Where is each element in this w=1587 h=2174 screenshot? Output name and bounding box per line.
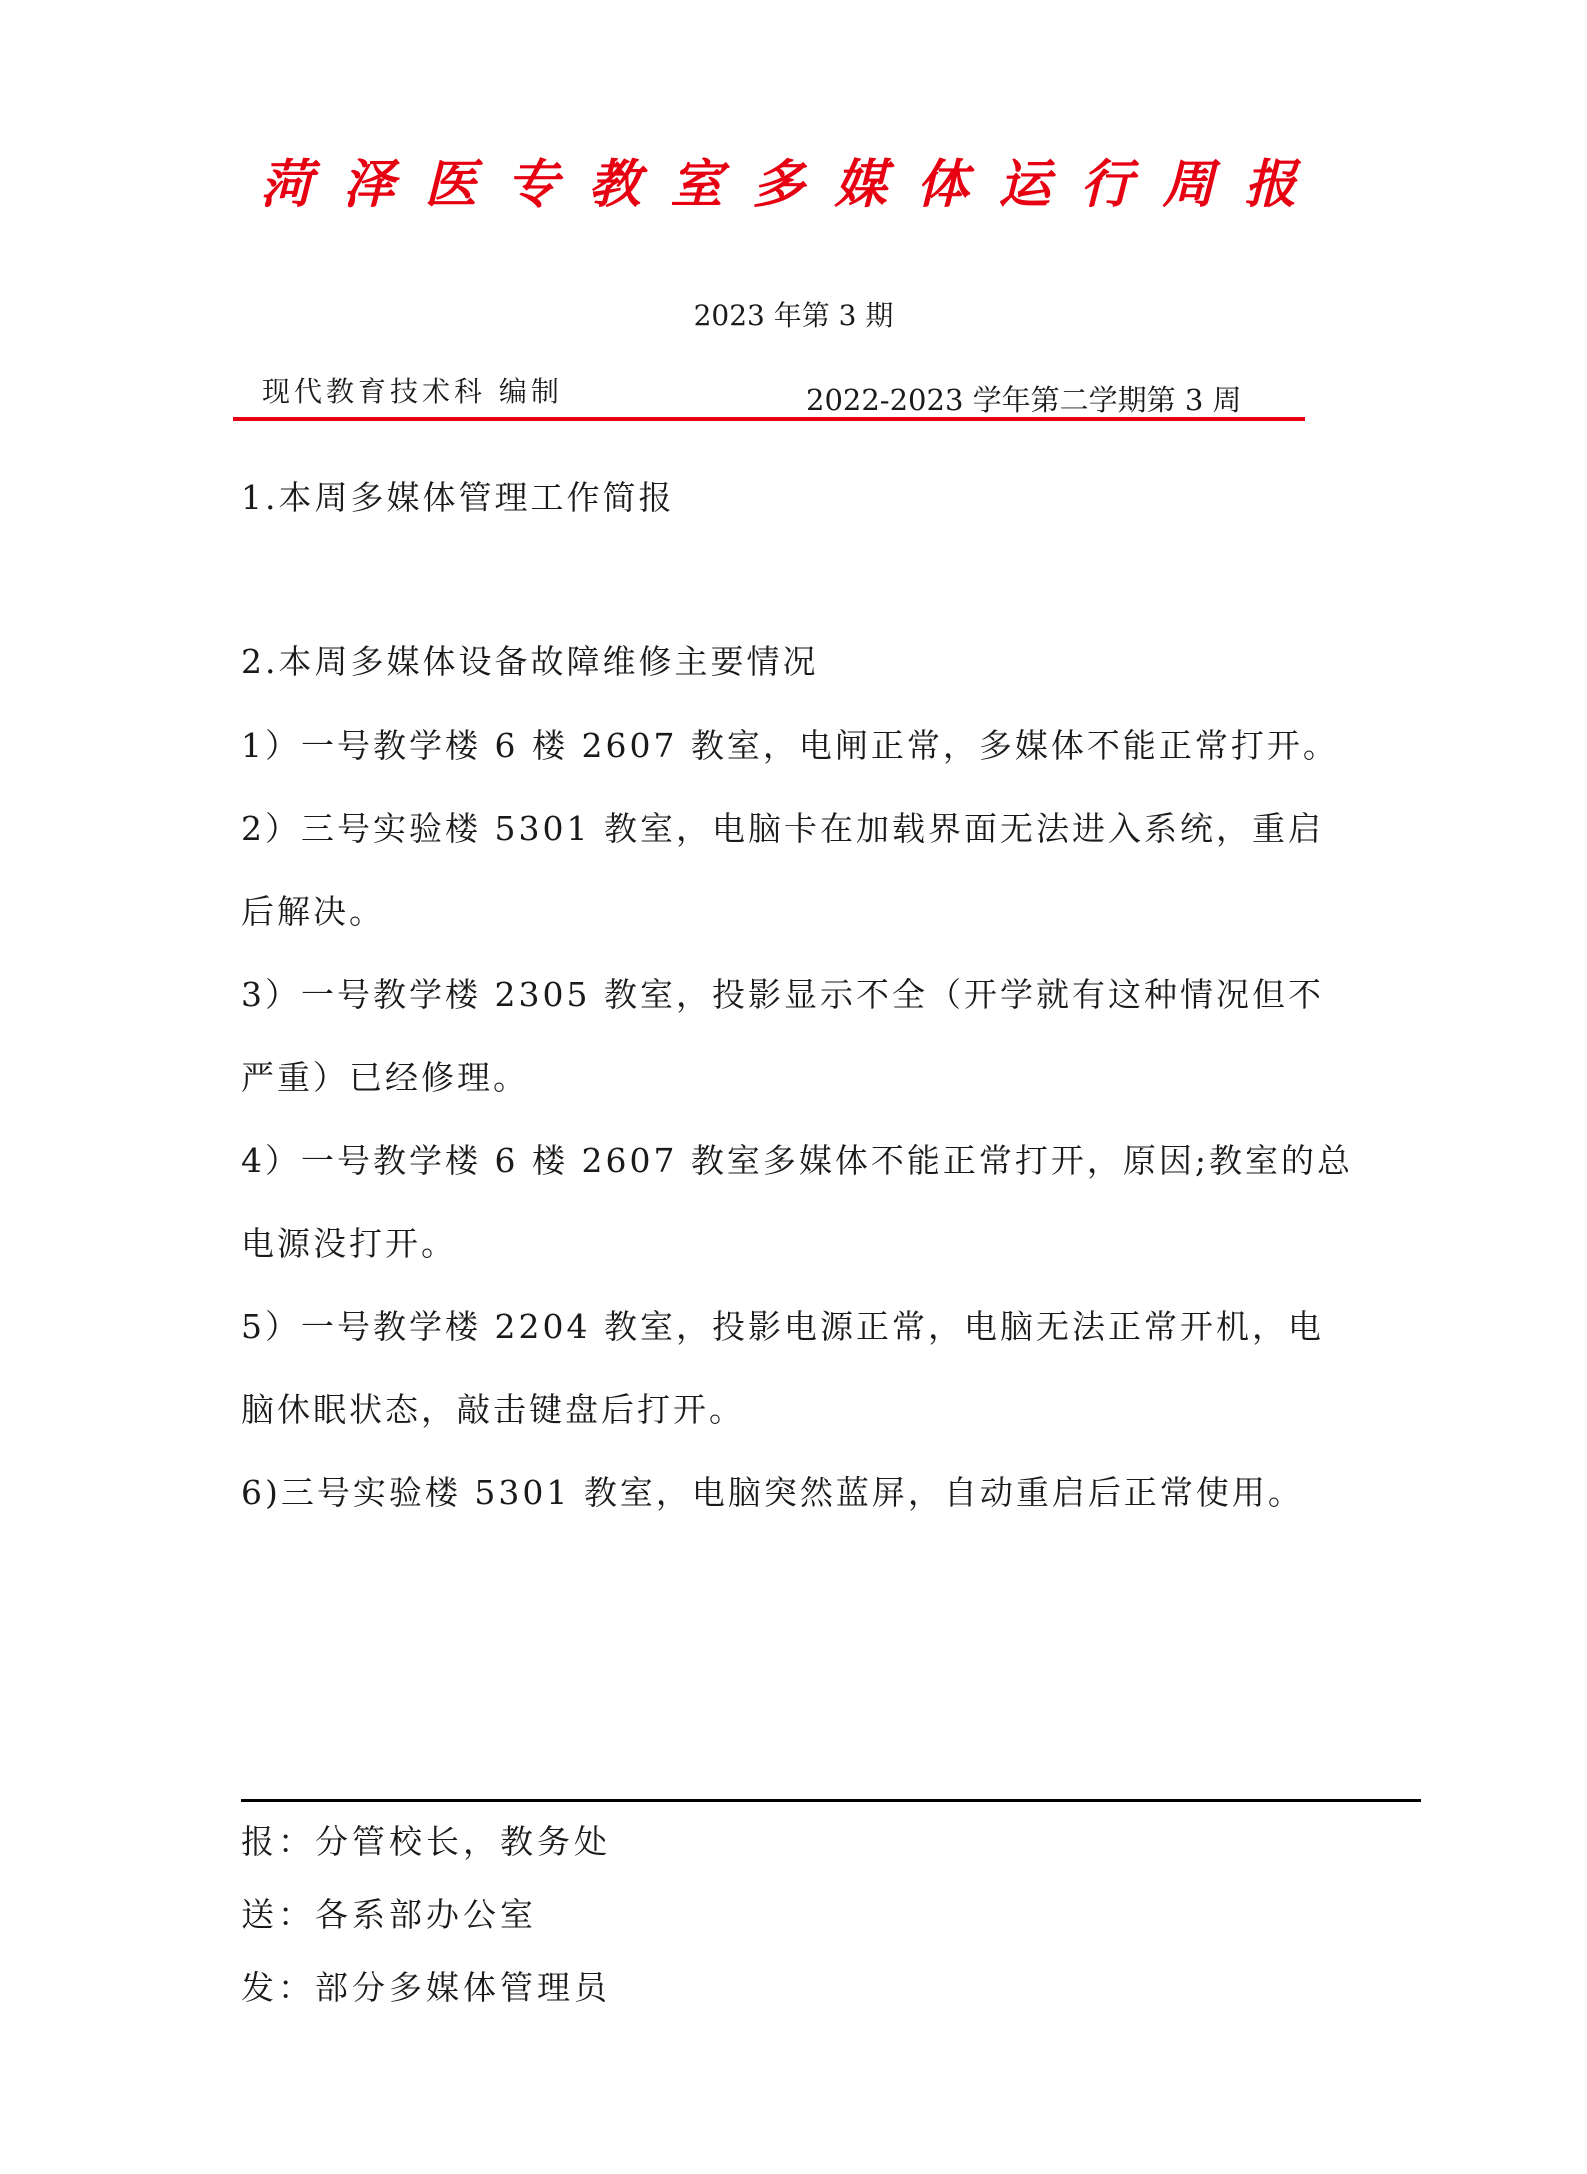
distribution-block [241,1805,611,2024]
fault-item-1: 1）一号教学楼 6 楼 2607 教室，电闸正常，多媒体不能正常打开。 [241,726,1339,765]
fault-item-4: 4）一号教学楼 6 楼 2607 教室多媒体不能正常打开，原因;教室的总电源没打开。 [241,1141,1354,1263]
document-title: 菏泽医专教室多媒体运行周报 [260,154,1327,215]
header-red-rule [233,417,1305,421]
send-to-line: 送：各系部办公室 [241,1895,537,1934]
fault-list [241,704,1359,1534]
fault-item-5: 5）一号教学楼 2204 教室，投影电源正常，电脑无法正常开机，电脑休眠状态，敲击键盘后打开。 [241,1307,1324,1429]
report-to-line: 报：分管校长，教务处 [241,1822,611,1861]
section-1-heading: 1.本周多媒体管理工作简报 [241,478,675,517]
footer-rule [241,1799,1421,1802]
compiler-line: 现代教育技术科 编制 [262,375,563,408]
fault-item-2: 2）三号实验楼 5301 教室，电脑卡在加载界面无法进入系统，重启后解决。 [241,809,1324,931]
issue-to-line: 发：部分多媒体管理员 [241,1968,611,2007]
term-line: 2022-2023 学年第二学期第 3 周 [806,383,1242,417]
fault-item-6: 6)三号实验楼 5301 教室，电脑突然蓝屏，自动重启后正常使用。 [241,1473,1304,1512]
fault-item-3: 3）一号教学楼 2305 教室，投影显示不全（开学就有这种情况但不严重）已经修理。 [241,975,1324,1097]
issue-number: 2023 年第 3 期 [693,299,894,332]
section-2-heading: 2.本周多媒体设备故障维修主要情况 [241,642,819,681]
